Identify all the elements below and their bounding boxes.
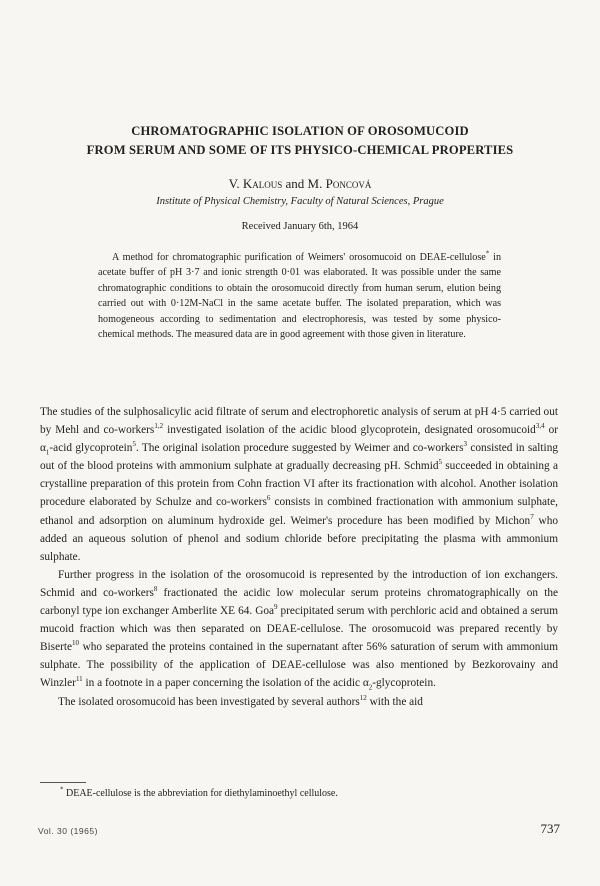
subscript: 2 xyxy=(368,683,373,692)
author-1-initial: V. xyxy=(228,176,243,191)
paragraph-3 xyxy=(40,693,558,711)
author-2-surname: Poncová xyxy=(325,176,372,191)
abstract-text: A method for chromatographic purification of Weimers' orosomucoid on DEAE-cellulose xyxy=(112,252,486,263)
title-line-1: CHROMATOGRAPHIC ISOLATION OF OROSOMUCOID xyxy=(131,124,469,138)
footnote-divider xyxy=(40,782,86,783)
text-run: who added an aqueous solution of phenol and sodium chloride before precipitating the plasma with ammonium sulphate. xyxy=(40,514,558,563)
text-run: consisted in salting out of the blood proteins with ammonium sulphate at gradually decreasing pH. Schmid xyxy=(40,442,558,473)
footnote-ref: * xyxy=(485,249,490,258)
citation-ref: 11 xyxy=(75,675,83,684)
citation-ref: 7 xyxy=(530,512,534,521)
author-1-surname: Kalous xyxy=(242,176,283,191)
footnote-text: DEAE-cellulose is the abbreviation for diethylaminoethyl cellulose. xyxy=(63,788,338,799)
citation-ref: 3 xyxy=(463,440,468,449)
text-run: precipitated serum with perchloric acid and obtained a serum mucoid fraction which was then separated on DEAE-cellulose. The orosomucoid was prepared recently by Biserte xyxy=(40,605,558,654)
citation-ref: 12 xyxy=(359,693,367,702)
text-run: with the aid xyxy=(366,695,423,708)
citation-ref: 10 xyxy=(72,639,79,648)
citation-ref: 5 xyxy=(438,458,443,467)
text-run: investigated isolation of the acidic blood glycoprotein, designated orosomucoid xyxy=(163,424,536,437)
paragraph-2 xyxy=(40,566,558,693)
abstract xyxy=(98,250,501,342)
citation-ref: 6 xyxy=(266,494,271,503)
text-run: succeeded in obtaining a crystalline preparation of this protein from Cohn fraction VI after its fractionation with alcohol. Another isolation procedure elaborated by Schulze and co-workers xyxy=(40,460,558,509)
paragraph-1 xyxy=(40,403,558,566)
title-line-2: FROM SERUM AND SOME OF ITS PHYSICO-CHEMICAL PROPERTIES xyxy=(86,143,514,157)
text-run: fractionated the acidic low molecular serum proteins chromatographically on the carbonyl type ion exchanger Amberlite XE 64. Goa xyxy=(40,586,558,618)
text-run: who separated the proteins contained in the supernatant after 56% saturation of serum with ammonium sulphate. The possibility of the application of DEAE-cellulose was also mentioned by Bezkorovainy and Winzler xyxy=(40,641,558,690)
citation-ref: 8 xyxy=(153,585,158,594)
journal-volume: Vol. 30 (1965) xyxy=(38,826,98,836)
text-run: -acid glycoprotein xyxy=(49,442,133,455)
abstract-text: in acetate buffer of pH 3·7 and ionic strength 0·01 was elaborated. It was possible under the same chromatographic conditions to obtain the orosomucoid directly from human serum, elution being carried out with 0·12M-NaCl in the same acetate buffer. The isolated preparation, which was homogeneous according to sedimentation and electrophoresis, was tested by some physico-chemical methods. The measured data are in good agreement with those given in literature. xyxy=(98,252,502,341)
received-date: Received January 6th, 1964 xyxy=(241,221,359,232)
citation-ref: 9 xyxy=(274,603,278,612)
article-title xyxy=(40,122,560,160)
page-number: 737 xyxy=(540,821,560,836)
text-run: Further progress in the isolation of the orosomucoid is represented by the introduction of ion exchangers. Schmid and co-workers xyxy=(40,568,558,599)
text-run: The isolated orosomucoid has been investigated by several authors xyxy=(58,695,360,708)
citation-ref: 3,4 xyxy=(535,422,545,431)
affiliation: Institute of Physical Chemistry, Faculty of Natural Sciences, Prague xyxy=(156,196,444,207)
text-run: -glycoprotein. xyxy=(372,677,436,690)
text-run: . The original isolation procedure suggested by Weimer and co-workers xyxy=(135,442,464,455)
author-line xyxy=(0,176,600,192)
text-run: The studies of the sulphosalicylic acid filtrate of serum and electrophoretic analysis of serum at pH 4·5 carried out by Mehl and co-workers xyxy=(40,406,558,437)
text-run: in a footnote in a paper concerning the isolation of the acidic α xyxy=(82,677,369,690)
subscript: 1 xyxy=(45,448,50,457)
footnote xyxy=(60,785,338,799)
text-run: or α xyxy=(40,424,558,455)
citation-ref: 5 xyxy=(132,440,136,449)
author-2-initial: M. xyxy=(307,176,326,191)
author-connector: and xyxy=(282,176,308,191)
text-run: consists in combined fractionation with ammonium sulphate, ethanol and adsorption on aluminum hydroxide gel. Weimer's procedure has been modified by Michon xyxy=(40,496,558,527)
body-text xyxy=(40,403,558,711)
citation-ref: 1,2 xyxy=(154,422,164,431)
footnote-mark: * xyxy=(60,785,64,794)
